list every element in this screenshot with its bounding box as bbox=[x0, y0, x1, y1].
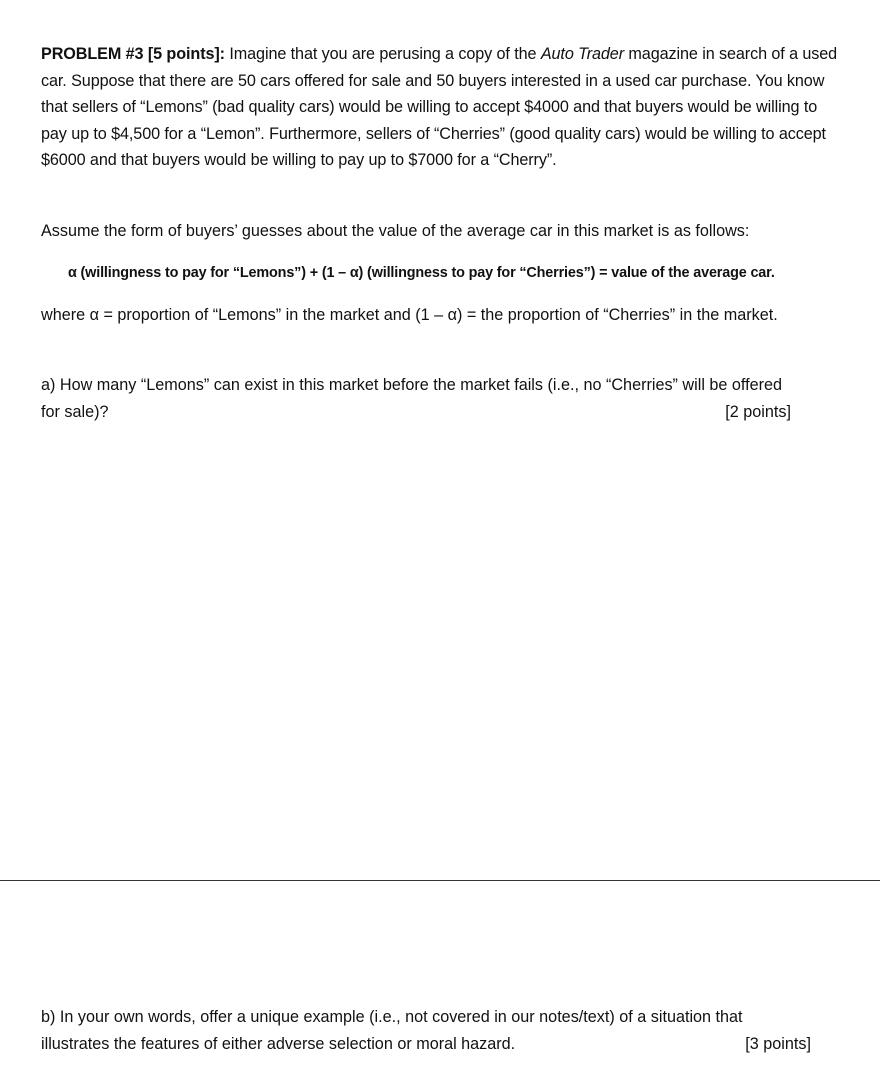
question-b-text: b) In your own words, offer a unique example (i.e., not covered in our notes/text) of a situation that illustrates the features of either adverse selection or moral hazard. bbox=[41, 1008, 743, 1053]
problem-text-body: magazine in search of a used car. Suppose that there are 50 cars offered for sale and 50 buyers interested in a used car purchase. You know that sellers of “Lemons” (bad quality cars) would be willing to accept $4000 and that buyers would be willing to pay up to $4,500 for a “Lemon”. Furthermore, sellers of “Cherries” (good quality cars) would be willing to accept $6000 and that buyers would be willing to pay up to $7000 for a “Cherry”. bbox=[41, 45, 838, 169]
average-value-formula: α (willingness to pay for “Lemons”) + (1 – α) (willingness to pay for “Cherries”) = value of the average car. bbox=[68, 265, 775, 281]
question-b-points: [3 points] bbox=[745, 1034, 811, 1053]
problem-heading: PROBLEM #3 [5 points]: bbox=[41, 45, 225, 63]
question-b bbox=[41, 1004, 811, 1057]
question-a-text: a) How many “Lemons” can exist in this market before the market fails (i.e., no “Cherries” will be offered for sale)? bbox=[41, 376, 783, 421]
problem-text-intro: Imagine that you are perusing a copy of the bbox=[224, 45, 541, 63]
problem-statement bbox=[41, 41, 841, 174]
question-a bbox=[41, 372, 791, 425]
assumption-text: Assume the form of buyers’ guesses about the value of the average car in this market is as follows: bbox=[41, 222, 750, 240]
section-divider bbox=[0, 880, 880, 881]
magazine-title: Auto Trader bbox=[540, 45, 625, 63]
alpha-definition: where α = proportion of “Lemons” in the market and (1 – α) = the proportion of “Cherries” in the market. bbox=[41, 306, 778, 324]
question-a-points: [2 points] bbox=[725, 402, 791, 421]
